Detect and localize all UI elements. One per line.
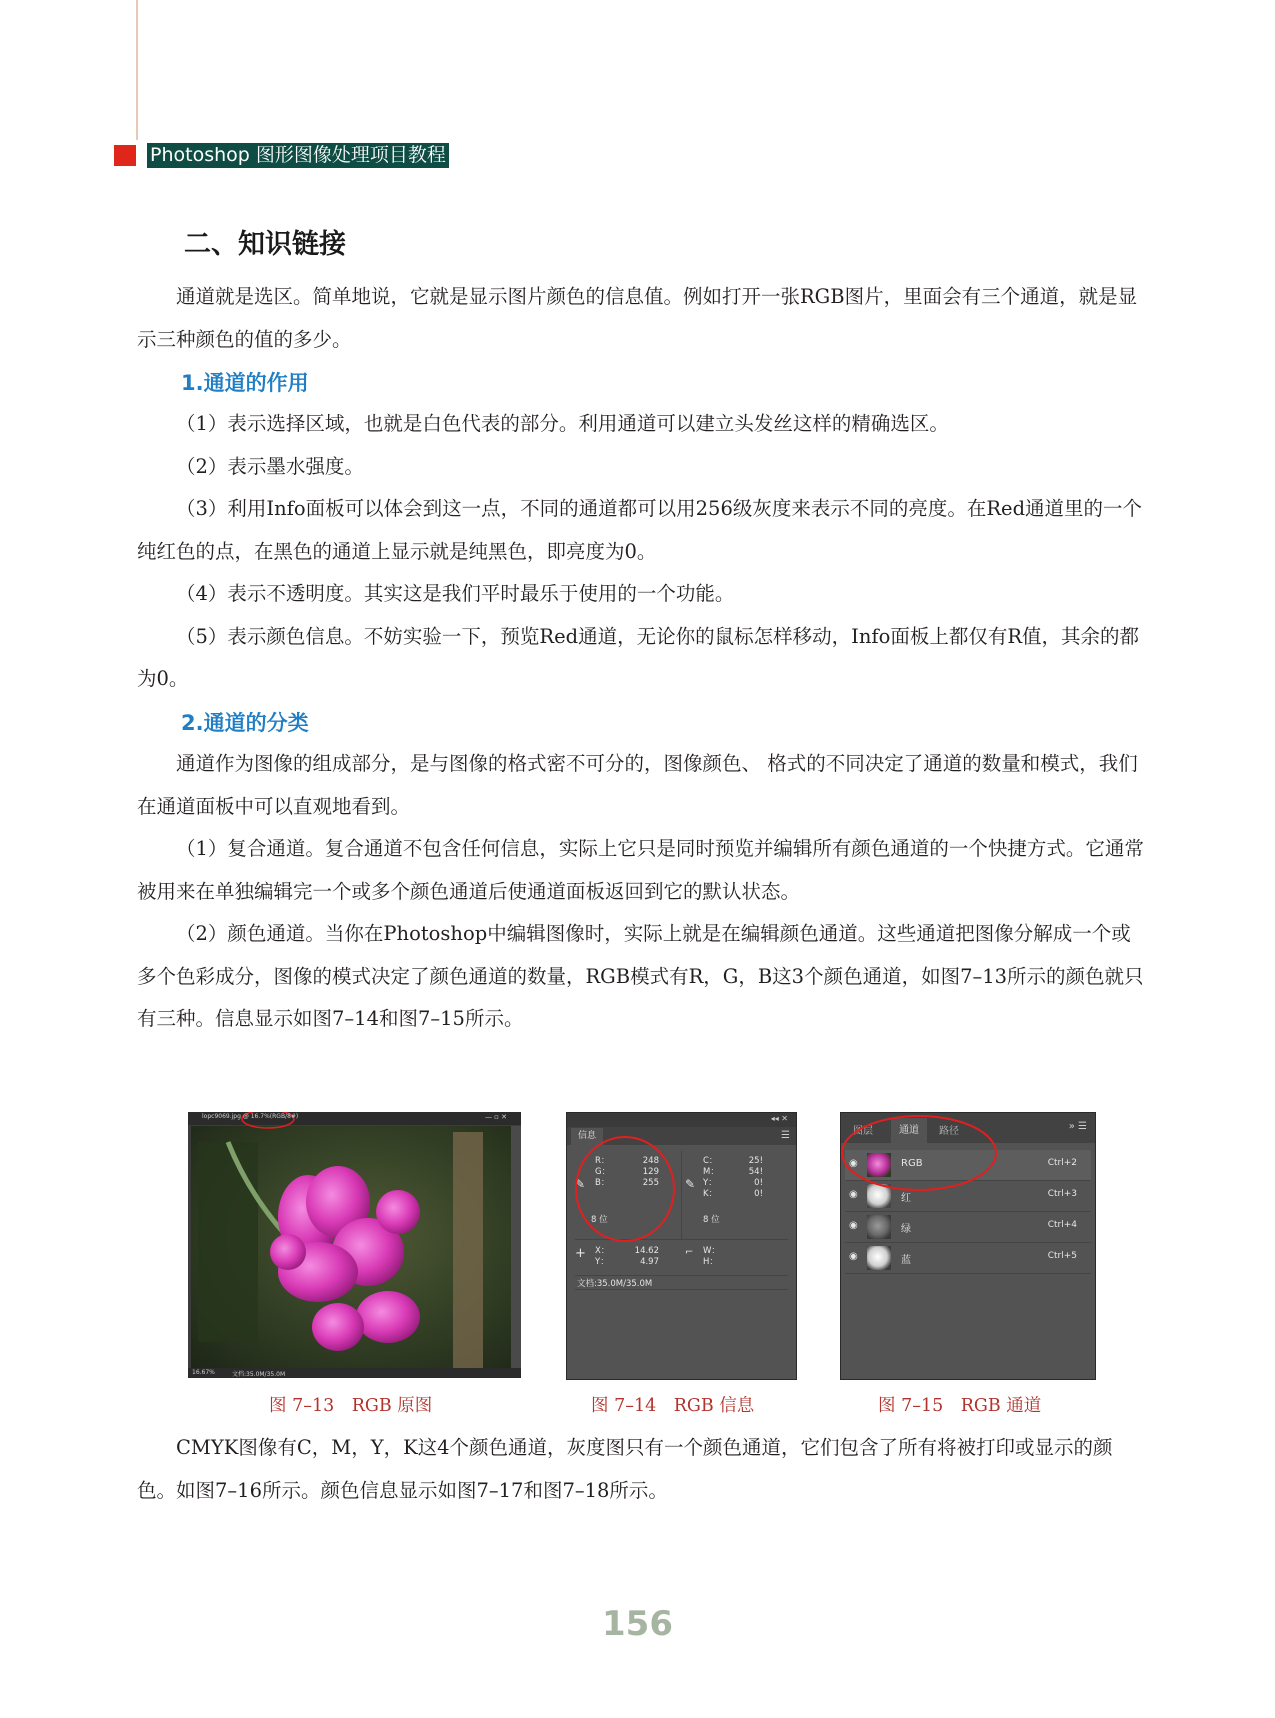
list-item: （2）颜色通道。当你在Photoshop中编辑图像时，实际上就是在编辑颜色通道。这些通道把图像分解成一个或多个色彩成分，图像的模式决定了颜色通道的数量，RGB模式有R，G，B这3个颜色通道，如图7–13所示的颜色就只有三种。信息显示如图7–14和图7–15所示。: [137, 922, 1144, 1030]
list-item: （4）表示不透明度。其实这是我们平时最乐于使用的一个功能。: [176, 582, 735, 605]
photo-window: [188, 1112, 521, 1378]
channel-name: RGB: [901, 1158, 923, 1169]
panel-menu-icon: » ☰: [1068, 1121, 1087, 1132]
eye-icon[interactable]: ◉: [849, 1251, 858, 1262]
xy-values: 14.62 4.97: [634, 1246, 659, 1267]
status-zoom: 16.67%: [192, 1369, 215, 1376]
channel-name: 蓝: [901, 1255, 911, 1266]
bit-depth-left: 8 位: [591, 1215, 608, 1225]
list-item: （1）复合通道。复合通道不包含任何信息，实际上它只是同时预览并编辑所有颜色通道的一个快捷方式。它通常被用来在单独编辑完一个或多个颜色通道后使通道面板返回到它的默认状态。: [137, 837, 1144, 903]
channel-shortcut: Ctrl+2: [1047, 1158, 1077, 1168]
window-controls-icon: — ▫ ✕: [484, 1113, 507, 1121]
tab-paths: 路径: [939, 1126, 959, 1137]
crosshair-icon: +: [575, 1246, 586, 1261]
rgb-values: 248 129 255: [642, 1156, 659, 1188]
sub2-intro: 通道作为图像的组成部分，是与图像的格式密不可分的，图像颜色、 格式的不同决定了通道的数量和模式，我们在通道面板中可以直观地看到。: [137, 752, 1138, 818]
subsection-title-2: 2.通道的分类: [181, 711, 309, 735]
caption-fig-7-14: 图 7–14 RGB 信息: [591, 1396, 755, 1416]
eye-icon[interactable]: ◉: [849, 1189, 858, 1200]
annotation-ellipse: [841, 1113, 1095, 1379]
rgb-labels: R： G： B：: [595, 1156, 611, 1188]
wh-labels: W： H：: [703, 1246, 720, 1267]
sub2-paragraphs: [137, 743, 1145, 1041]
figure-rgb-info: [566, 1112, 797, 1380]
eye-icon[interactable]: ◉: [849, 1158, 858, 1169]
list-item: （3）利用Info面板可以体会到这一点，不同的通道都可以用256级灰度来表示不同的亮度。在Red通道里的一个纯红色的点，在黑色的通道上显示就是纯黑色，即亮度为0。: [137, 497, 1143, 563]
list-item: （2）表示墨水强度。: [176, 454, 364, 478]
section-title: 二、知识链接: [184, 229, 346, 260]
eyedropper-icon: ✎: [685, 1177, 696, 1191]
intro-paragraph: 通道就是选区。简单地说，它就是显示图片颜色的信息值。例如打开一张RGB图片，里面会有三个通道，就是显示三种颜色的值的多少。: [137, 285, 1138, 351]
channel-name: 绿: [901, 1224, 911, 1235]
panel-menu-icon: ☰: [781, 1130, 790, 1141]
figure-rgb-original: [188, 1112, 521, 1378]
channel-shortcut: Ctrl+3: [1047, 1189, 1077, 1199]
list-item: （5）表示颜色信息。不妨实验一下，预览Red通道，无论你的鼠标怎样移动，Info面板上都仅有R值，其余的都为0。: [137, 624, 1140, 690]
subsection-title-1: 1.通道的作用: [181, 371, 309, 395]
caption-fig-7-13: 图 7–13 RGB 原图: [269, 1396, 433, 1416]
caption-fig-7-15: 图 7–15 RGB 通道: [878, 1396, 1042, 1416]
annotation-ellipse: [567, 1113, 796, 1379]
tab-layers: 图层: [853, 1126, 873, 1137]
page-number: 156: [602, 1604, 673, 1644]
book-title: Photoshop 图形图像处理项目教程: [147, 143, 449, 168]
xy-labels: X： Y：: [595, 1246, 610, 1267]
tab-channels: 通道: [891, 1118, 927, 1143]
panel-collapse-icon: ◂◂ ✕: [770, 1114, 788, 1123]
closing-paragraph: CMYK图像有C，M，Y，K这4个颜色通道，灰度图只有一个颜色通道，它们包含了所有将被打印或显示的颜色。如图7–16所示。颜色信息显示如图7–17和图7–18所示。: [137, 1436, 1113, 1502]
figure-rgb-channels: [840, 1112, 1096, 1380]
channel-name: 红: [901, 1193, 911, 1204]
header-marker: [114, 145, 136, 166]
eyedropper-icon: ✎: [575, 1177, 586, 1191]
selection-size-icon: ⌐: [685, 1247, 694, 1258]
status-doc: 文档:35.0M/35.0M: [232, 1371, 286, 1378]
doc-size: 文档:35.0M/35.0M: [577, 1279, 653, 1289]
eye-icon[interactable]: ◉: [849, 1220, 858, 1231]
cmyk-labels: C： M： Y： K：: [703, 1156, 719, 1199]
sub1-items: [137, 403, 1145, 701]
cmyk-values: 25! 54! 0! 0!: [748, 1156, 763, 1199]
tab-info: 信息: [571, 1128, 603, 1145]
bit-depth-right: 8 位: [703, 1215, 720, 1225]
channel-shortcut: Ctrl+4: [1047, 1220, 1077, 1230]
list-item: （1）表示选择区域，也就是白色代表的部分。利用通道可以建立头发丝这样的精确选区。: [176, 412, 949, 435]
window-title: lopc9069.jpg @ 16.7%(RGB/8#): [202, 1113, 299, 1120]
channel-shortcut: Ctrl+5: [1047, 1251, 1077, 1261]
header-rule: [136, 0, 138, 140]
